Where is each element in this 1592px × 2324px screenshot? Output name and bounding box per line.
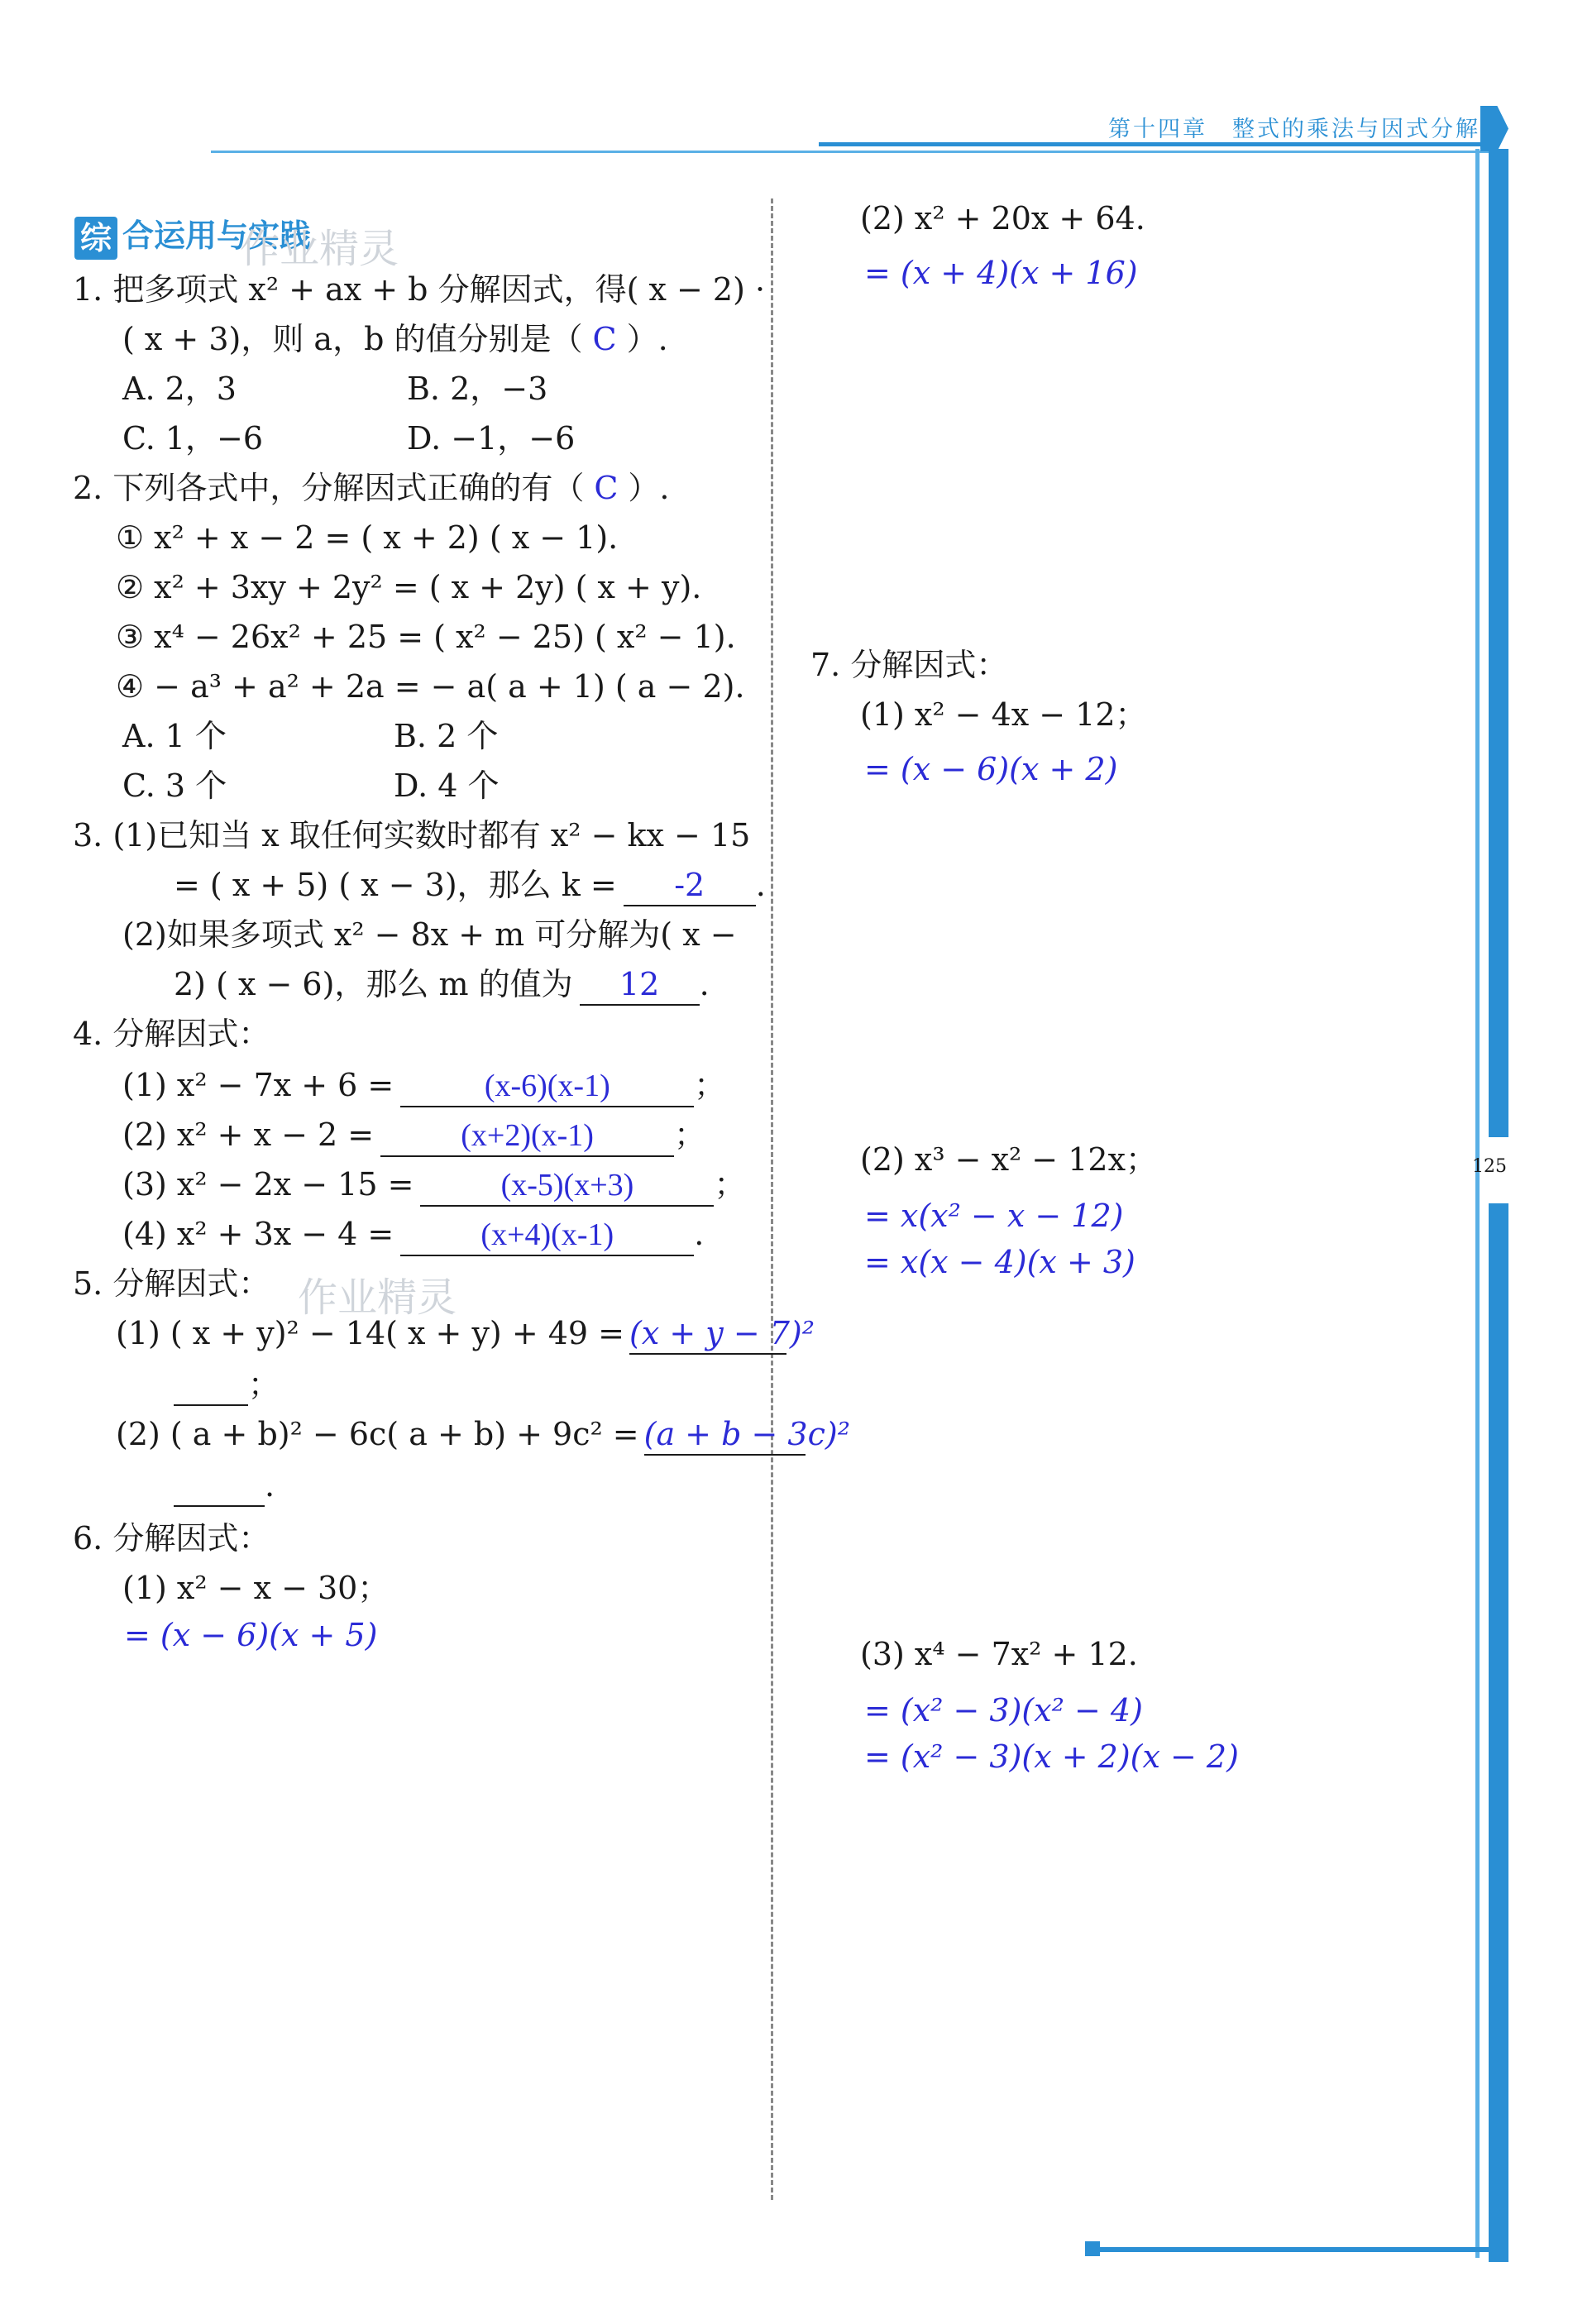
- q7-answer-2a: = x(x² − x − 12): [864, 1198, 1124, 1234]
- q1-end: ）.: [626, 321, 668, 357]
- q6-s2: (2) x² + 20x + 64.: [860, 200, 1145, 237]
- page-number: 125: [1472, 1156, 1507, 1177]
- side-bar-upper: [1489, 149, 1508, 1137]
- q3-p2b-text: 2) ( x − 6)，那么 m 的值为: [174, 966, 573, 1002]
- header-tab: [1480, 106, 1508, 151]
- q1-line2: [122, 321, 668, 359]
- q4-s2-text: (2) x² + x − 2 =: [122, 1117, 375, 1153]
- q1-text: ( x + 3)，则 a，b 的值分别是（: [122, 321, 583, 357]
- q4-s4: [122, 1216, 704, 1256]
- q2-end: ）.: [628, 470, 670, 506]
- q2-item-1: ① x² + x − 2 = ( x + 2) ( x − 1).: [116, 519, 619, 556]
- q5-s1: [116, 1315, 815, 1355]
- q4-s1: [122, 1067, 725, 1107]
- footer-square: [1085, 2241, 1100, 2256]
- section-badge: 综: [74, 217, 117, 260]
- q4-s2-end: ；: [674, 1117, 706, 1153]
- q3-p1b-text: = ( x + 5) ( x − 3)，那么 k =: [174, 867, 617, 903]
- q4-s1-text: (1) x² − 7x + 6 =: [122, 1067, 394, 1103]
- q7-answer-3b: = (x² − 3)(x + 2)(x − 2): [864, 1738, 1239, 1775]
- footer-rule: [1092, 2247, 1497, 2252]
- q4-answer-4: (x+4)(x-1): [400, 1217, 694, 1256]
- q7-answer-2b: = x(x − 4)(x + 3): [864, 1244, 1135, 1280]
- q1-option-b: B. 2，−3: [407, 371, 548, 407]
- q2-option-a: A. 1 个: [122, 718, 227, 754]
- q2-item-4: ④ − a³ + a² + 2a = − a( a + 1) ( a − 2).: [116, 668, 745, 705]
- q4-answer-1: (x-6)(x-1): [400, 1068, 694, 1107]
- q5-s2: [116, 1416, 850, 1456]
- q5-s2-tail: [174, 1467, 275, 1507]
- column-divider: [771, 198, 773, 2200]
- q6-s1: (1) x² − x − 30；: [122, 1570, 390, 1606]
- q3-p2b: [174, 966, 710, 1006]
- q4-s4-text: (4) x² + 3x − 4 =: [122, 1216, 394, 1252]
- q5-title: 5. 分解因式：: [73, 1265, 270, 1302]
- q6-answer-1: = (x − 6)(x + 5): [124, 1617, 378, 1653]
- chapter-header: 第十四章 整式的乘法与因式分解: [1108, 117, 1480, 142]
- q1-answer: C: [592, 321, 617, 357]
- q2-item-3: ③ x⁴ − 26x² + 25 = ( x² − 25) ( x² − 1).: [116, 619, 736, 655]
- q6-answer-2: = (x + 4)(x + 16): [864, 255, 1138, 291]
- q7-s2: (2) x³ − x² − 12x；: [860, 1141, 1158, 1178]
- q2-option-d: D. 4 个: [394, 767, 500, 804]
- q6-title: 6. 分解因式：: [73, 1520, 270, 1557]
- q1-line1: 1. 把多项式 x² + ax + b 分解因式，得( x − 2) ·: [73, 271, 766, 308]
- q5-s1-tail-line: [174, 1366, 248, 1406]
- q4-answer-2: (x+2)(x-1): [380, 1117, 674, 1157]
- q4-s1-end: ；: [694, 1067, 726, 1103]
- side-bar-inner: [1475, 149, 1480, 2258]
- q1-option-a: A. 2，3: [122, 371, 237, 407]
- q4-answer-3: (x-5)(x+3): [420, 1167, 714, 1207]
- q7-s3: (3) x⁴ − 7x² + 12.: [860, 1636, 1138, 1672]
- q5-s1-text: (1) ( x + y)² − 14( x + y) + 49 =: [116, 1315, 625, 1351]
- q3-p1b: [174, 867, 766, 906]
- q2-item-2: ② x² + 3xy + 2y² = ( x + 2y) ( x + y).: [116, 569, 702, 605]
- q5-s2-tail-line: [174, 1467, 265, 1507]
- section-title-text: 合运用与实践: [122, 218, 312, 254]
- q5-answer-1: (x + y − 7)²: [629, 1315, 786, 1355]
- q2-text: 2. 下列各式中，分解因式正确的有（: [73, 470, 585, 506]
- q5-s2-end: .: [265, 1467, 275, 1504]
- watermark: 作业精灵: [240, 226, 399, 272]
- q1-option-d: D. −1，−6: [407, 420, 576, 457]
- q4-s3-text: (3) x² − 2x − 15 =: [122, 1166, 414, 1203]
- q4-s3-end: ；: [714, 1166, 746, 1203]
- side-bar-lower: [1489, 1203, 1508, 2262]
- q7-s1: (1) x² − 4x − 12；: [860, 696, 1147, 733]
- q5-s2-text: (2) ( a + b)² − 6c( a + b) + 9c² =: [116, 1416, 639, 1452]
- q4-s2: [122, 1117, 705, 1157]
- q1-option-c: C. 1，−6: [122, 420, 264, 457]
- q3-p1a: 3. (1)已知当 x 取任何实数时都有 x² − kx − 15: [73, 817, 751, 854]
- q5-answer-2: (a + b − 3c)²: [644, 1416, 806, 1456]
- q3-p2-end: .: [699, 966, 710, 1002]
- q2-answer: C: [594, 470, 619, 506]
- q3-p2a: (2)如果多项式 x² − 8x + m 可分解为( x −: [122, 916, 737, 953]
- q7-answer-1: = (x − 6)(x + 2): [864, 751, 1118, 787]
- q4-s3: [122, 1166, 745, 1207]
- q2-line1: [73, 470, 670, 508]
- q7-title: 7. 分解因式：: [810, 647, 1008, 683]
- q5-s1-end: ；: [248, 1366, 280, 1403]
- watermark-2: 作业精灵: [298, 1274, 457, 1321]
- q7-answer-3a: = (x² − 3)(x² − 4): [864, 1692, 1143, 1729]
- q3-answer-1: -2: [624, 867, 756, 906]
- q5-s1-tail: [174, 1366, 280, 1406]
- header-rule: [211, 151, 1497, 153]
- q2-option-c: C. 3 个: [122, 767, 227, 804]
- q4-title: 4. 分解因式：: [73, 1016, 270, 1052]
- q3-p1-end: .: [755, 867, 766, 903]
- q3-answer-2: 12: [580, 966, 700, 1006]
- q4-s4-end: .: [694, 1216, 705, 1252]
- q2-option-b: B. 2 个: [394, 718, 499, 754]
